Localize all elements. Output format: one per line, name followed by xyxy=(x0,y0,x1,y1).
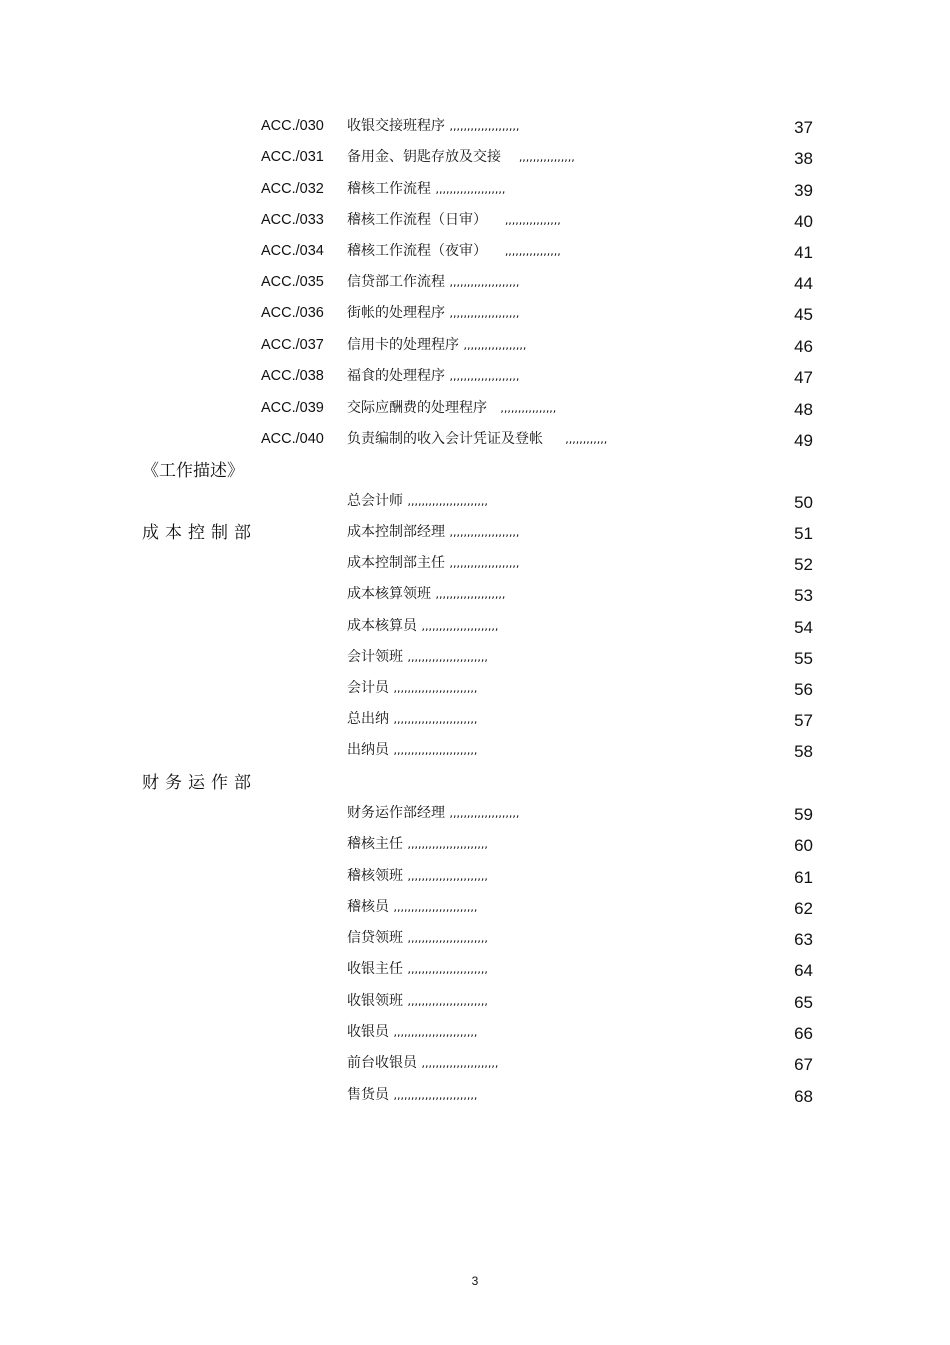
toc-code: ACC./035 xyxy=(261,274,324,290)
toc-page-number: 44 xyxy=(794,274,813,293)
toc-code: ACC./030 xyxy=(261,118,324,134)
toc-entry xyxy=(0,428,950,459)
toc-title: 前台收银员 xyxy=(347,1055,417,1071)
toc-title: 会计员 xyxy=(347,680,389,696)
toc-leader: ,,,,,,,,,,,,,,,,,,,,,,,, xyxy=(393,901,478,914)
toc-leader: ,,,,,,,,,,,,,,,,,,,,,,, xyxy=(407,995,488,1008)
toc-page-number: 55 xyxy=(794,649,813,668)
toc-page-number: 41 xyxy=(794,243,813,262)
toc-entry xyxy=(0,209,950,240)
toc-page-number: 57 xyxy=(794,711,813,730)
toc-leader: ,,,,,,,,,,,,,,,, xyxy=(500,402,557,415)
toc-code: ACC./036 xyxy=(261,305,324,321)
toc-title: 街帐的处理程序 xyxy=(347,305,445,321)
toc-leader: ,,,,,,,,,,,,,,,, xyxy=(504,214,561,227)
toc-leader: ,,,,,,,,,,,,,,,,,,,,,,, xyxy=(407,932,488,945)
toc-page-number: 46 xyxy=(794,337,813,356)
toc-page-number: 47 xyxy=(794,368,813,387)
toc-code: ACC./033 xyxy=(261,212,324,228)
toc-page-number: 60 xyxy=(794,836,813,855)
toc-entry xyxy=(0,1052,950,1083)
toc-title: 交际应酬费的处理程序 xyxy=(347,400,487,416)
toc-entry xyxy=(0,833,950,864)
toc-entry xyxy=(0,365,950,396)
toc-page-number: 40 xyxy=(794,212,813,231)
toc-leader: ,,,,,,,,,,,,,,,,,,,,,,, xyxy=(407,651,488,664)
toc-leader: ,,,,,,,,,,,,,,,,,,,,,,,, xyxy=(393,1089,478,1102)
toc-entry xyxy=(0,708,950,739)
toc-entry xyxy=(0,927,950,958)
toc-entry xyxy=(0,896,950,927)
toc-title: 信贷领班 xyxy=(347,930,403,946)
toc-title: 备用金、钥匙存放及交接 xyxy=(347,149,501,165)
toc-title: 稽核工作流程（夜审） xyxy=(347,243,487,259)
toc-title: 会计领班 xyxy=(347,649,403,665)
toc-page-number: 51 xyxy=(794,524,813,543)
toc-page-number: 61 xyxy=(794,868,813,887)
toc-leader: ,,,,,,,,,,,,,,,,,,,,,,, xyxy=(407,870,488,883)
toc-title: 成本核算员 xyxy=(347,618,417,634)
toc-page-number: 68 xyxy=(794,1087,813,1106)
toc-page-number: 54 xyxy=(794,618,813,637)
toc-code: ACC./037 xyxy=(261,337,324,353)
toc-entry xyxy=(0,302,950,333)
toc-code: ACC./031 xyxy=(261,149,324,165)
toc-entry xyxy=(0,146,950,177)
toc-page-number: 58 xyxy=(794,742,813,761)
section-heading-cost-control: 成本控制部 xyxy=(142,523,257,543)
toc-leader: ,,,,,,,,,,,,,,,,,,,,,,,, xyxy=(393,1026,478,1039)
toc-entry xyxy=(0,115,950,146)
toc-entry xyxy=(0,583,950,614)
toc-title: 稽核工作流程 xyxy=(347,181,431,197)
toc-title: 成本核算领班 xyxy=(347,586,431,602)
toc-page-number: 53 xyxy=(794,586,813,605)
toc-entry xyxy=(0,240,950,271)
toc-leader: ,,,,,,,,,,,,,,,,,,,,,,, xyxy=(407,963,488,976)
toc-entry xyxy=(0,521,950,552)
toc-title: 稽核工作流程（日审） xyxy=(347,212,487,228)
toc-title: 收银主任 xyxy=(347,961,403,977)
toc-entry xyxy=(0,334,950,365)
toc-entry xyxy=(0,865,950,896)
toc-leader: ,,,,,,,,,,,,,,,,,, xyxy=(463,339,527,352)
toc-entry xyxy=(0,271,950,302)
toc-page-number: 65 xyxy=(794,993,813,1012)
toc-leader: ,,,,,,,,,,,,,,,, xyxy=(518,151,575,164)
toc-leader: ,,,,,,,,,,,,,,,,,,,, xyxy=(449,120,520,133)
toc-page-number: 66 xyxy=(794,1024,813,1043)
toc-title: 总出纳 xyxy=(347,711,389,727)
toc-page-number: 67 xyxy=(794,1055,813,1074)
toc-entry xyxy=(0,739,950,770)
toc-title: 成本控制部经理 xyxy=(347,524,445,540)
toc-page-number: 64 xyxy=(794,961,813,980)
toc-leader: ,,,,,,,,,,,,,,,,,,,, xyxy=(449,307,520,320)
toc-title: 成本控制部主任 xyxy=(347,555,445,571)
toc-page-number: 59 xyxy=(794,805,813,824)
toc-page-number: 63 xyxy=(794,930,813,949)
toc-title: 稽核员 xyxy=(347,899,389,915)
toc-page-number: 45 xyxy=(794,305,813,324)
toc-leader: ,,,,,,,,,,,,,,,,,,,,,,, xyxy=(407,495,488,508)
toc-page-number: 39 xyxy=(794,181,813,200)
toc-page-number: 62 xyxy=(794,899,813,918)
toc-title: 稽核主任 xyxy=(347,836,403,852)
toc-leader: ,,,,,,,,,,,,,,,,,,,, xyxy=(449,807,520,820)
toc-page-number: 49 xyxy=(794,431,813,450)
toc-leader: ,,,,,,,,,,,,,,,, xyxy=(504,245,561,258)
toc-title: 信用卡的处理程序 xyxy=(347,337,459,353)
toc-title: 财务运作部经理 xyxy=(347,805,445,821)
toc-leader: ,,,,,,,,,,,,,,,,,,,, xyxy=(435,588,506,601)
toc-title: 信贷部工作流程 xyxy=(347,274,445,290)
page-number-footer: 3 xyxy=(471,1274,479,1288)
toc-title: 稽核领班 xyxy=(347,868,403,884)
job-description-heading: 《工作描述》 xyxy=(142,461,244,481)
toc-entry xyxy=(0,552,950,583)
toc-entry xyxy=(0,1021,950,1052)
toc-leader: ,,,,,,,,,,,,,,,,,,,, xyxy=(449,276,520,289)
toc-leader: ,,,,,,,,,,,,,,,,,,,,,,,, xyxy=(393,713,478,726)
toc-title: 出纳员 xyxy=(347,742,389,758)
toc-entry xyxy=(0,1084,950,1115)
toc-leader: ,,,,,,,,,,,,,,,,,,,, xyxy=(449,370,520,383)
toc-leader: ,,,,,,,,,,,,,,,,,,,, xyxy=(449,557,520,570)
toc-page-number: 37 xyxy=(794,118,813,137)
toc-leader: ,,,,,,,,,,,,,,,,,,,, xyxy=(449,526,520,539)
toc-leader: ,,,,,,,,,,,,,,,,,,,,,,,, xyxy=(393,682,478,695)
toc-leader: ,,,,,,,,,,,,,,,,,,,,,,,, xyxy=(393,744,478,757)
toc-code: ACC./034 xyxy=(261,243,324,259)
toc-code: ACC./032 xyxy=(261,181,324,197)
toc-entry xyxy=(0,615,950,646)
toc-entry xyxy=(0,958,950,989)
toc-page-number: 38 xyxy=(794,149,813,168)
toc-title: 福食的处理程序 xyxy=(347,368,445,384)
toc-code: ACC./040 xyxy=(261,431,324,447)
toc-page-number: 50 xyxy=(794,493,813,512)
toc-entry xyxy=(0,802,950,833)
toc-entry xyxy=(0,677,950,708)
toc-leader: ,,,,,,,,,,,, xyxy=(565,433,608,446)
toc-page-number: 48 xyxy=(794,400,813,419)
toc-title: 负责编制的收入会计凭证及登帐 xyxy=(347,431,543,447)
toc-entry xyxy=(0,397,950,428)
toc-title: 收银领班 xyxy=(347,993,403,1009)
toc-title: 售货员 xyxy=(347,1087,389,1103)
toc-leader: ,,,,,,,,,,,,,,,,,,,,,, xyxy=(421,620,499,633)
toc-entry xyxy=(0,178,950,209)
section-heading-finance-operations: 财务运作部 xyxy=(142,773,257,793)
toc-leader: ,,,,,,,,,,,,,,,,,,,,,, xyxy=(421,1057,499,1070)
toc-title: 收银员 xyxy=(347,1024,389,1040)
toc-code: ACC./038 xyxy=(261,368,324,384)
toc-entry xyxy=(0,990,950,1021)
toc-entry xyxy=(0,490,950,521)
toc-page-number: 52 xyxy=(794,555,813,574)
toc-leader: ,,,,,,,,,,,,,,,,,,,, xyxy=(435,183,506,196)
toc-code: ACC./039 xyxy=(261,400,324,416)
toc-page-number: 56 xyxy=(794,680,813,699)
toc-leader: ,,,,,,,,,,,,,,,,,,,,,,, xyxy=(407,838,488,851)
toc-title: 收银交接班程序 xyxy=(347,118,445,134)
toc-entry xyxy=(0,646,950,677)
toc-title: 总会计师 xyxy=(347,493,403,509)
